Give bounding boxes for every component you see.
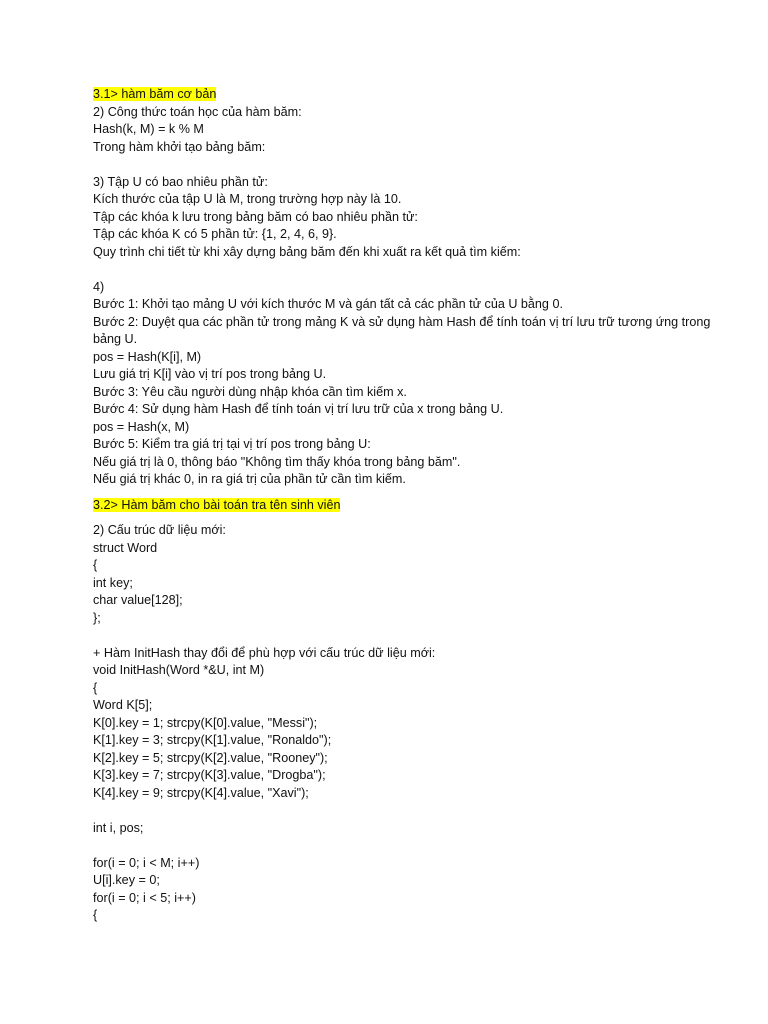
section-gap (93, 514, 713, 522)
text-line: Trong hàm khởi tạo bảng băm: (93, 139, 266, 154)
text-line: Hash(k, M) = k % M (93, 122, 204, 136)
text-line: 4) (93, 279, 105, 294)
section-3-1-body (93, 104, 713, 489)
text-line: }; (93, 610, 101, 625)
text-line (93, 156, 713, 174)
text-line: { (93, 558, 98, 572)
text-line: Bước 3: Yêu cầu người dùng nhập khóa cần tìm kiếm x. (93, 384, 407, 399)
section-3-2-body (93, 522, 713, 925)
text-line (93, 837, 713, 855)
text-line: Bước 2: Duyệt qua các phần tử trong mảng K và sử dụng hàm Hash để tính toán vị trí lưu trữ tương ứng trong bảng U. (93, 314, 711, 346)
text-line: { (93, 908, 98, 922)
section-heading-3-1-text: 3.1> hàm băm cơ bản (93, 87, 217, 101)
text-line: Bước 4: Sử dụng hàm Hash để tính toán vị trí lưu trữ của x trong bảng U. (93, 402, 504, 416)
text-line (93, 261, 713, 279)
text-line: U[i].key = 0; (93, 873, 160, 887)
text-line: for(i = 0; i < 5; i++) (93, 890, 196, 905)
text-line (93, 802, 713, 820)
text-line: int i, pos; (93, 820, 144, 835)
text-line: Tập các khóa K có 5 phần tử: {1, 2, 4, 6, 9}. (93, 227, 337, 241)
section-heading-3-2-text: 3.2> Hàm băm cho bài toán tra tên sinh viên (93, 497, 341, 512)
text-line: Lưu giá trị K[i] vào vị trí pos trong bảng U. (93, 367, 327, 381)
text-line: { (93, 680, 98, 695)
text-line: Bước 1: Khởi tạo mảng U với kích thước M và gán tất cả các phần tử của U bằng 0. (93, 297, 563, 311)
text-line: Nếu giá trị khác 0, in ra giá trị của phần tử cần tìm kiếm. (93, 472, 406, 486)
text-line: Tập các khóa k lưu trong bảng băm có bao nhiêu phần tử: (93, 209, 418, 224)
text-line: K[2].key = 5; strcpy(K[2].value, "Rooney"); (93, 750, 328, 765)
text-line: 2) Cấu trúc dữ liệu mới: (93, 523, 226, 537)
text-line: Nếu giá trị là 0, thông báo "Không tìm thấy khóa trong bảng băm". (93, 454, 461, 469)
text-line: void InitHash(Word *&U, int M) (93, 663, 265, 677)
section-heading-3-1 (93, 86, 713, 104)
text-line: pos = Hash(x, M) (93, 419, 190, 434)
text-line: char value[128]; (93, 593, 183, 607)
section-gap (93, 489, 713, 497)
text-line: int key; (93, 575, 133, 590)
text-line: struct Word (93, 540, 158, 555)
text-line: K[3].key = 7; strcpy(K[3].value, "Drogba"); (93, 768, 326, 782)
section-heading-3-2 (93, 497, 713, 515)
text-line: Kích thước của tập U là M, trong trường hợp này là 10. (93, 192, 402, 206)
text-line: K[4].key = 9; strcpy(K[4].value, "Xavi"); (93, 785, 309, 800)
text-line: Word K[5]; (93, 698, 153, 712)
text-line: K[0].key = 1; strcpy(K[0].value, "Messi"); (93, 715, 318, 730)
text-line: for(i = 0; i < M; i++) (93, 855, 200, 870)
text-line: 2) Công thức toán học của hàm băm: (93, 104, 302, 119)
text-line: 3) Tập U có bao nhiêu phần tử: (93, 174, 268, 189)
text-line: K[1].key = 3; strcpy(K[1].value, "Ronaldo"); (93, 733, 332, 747)
text-line: pos = Hash(K[i], M) (93, 349, 202, 364)
text-line (93, 627, 713, 645)
text-line: + Hàm InitHash thay đổi để phù hợp với cấu trúc dữ liệu mới: (93, 645, 436, 660)
text-line: Quy trình chi tiết từ khi xây dựng bảng băm đến khi xuất ra kết quả tìm kiếm: (93, 244, 521, 259)
text-line: Bước 5: Kiểm tra giá trị tại vị trí pos trong bảng U: (93, 437, 371, 451)
document-page (93, 86, 713, 925)
